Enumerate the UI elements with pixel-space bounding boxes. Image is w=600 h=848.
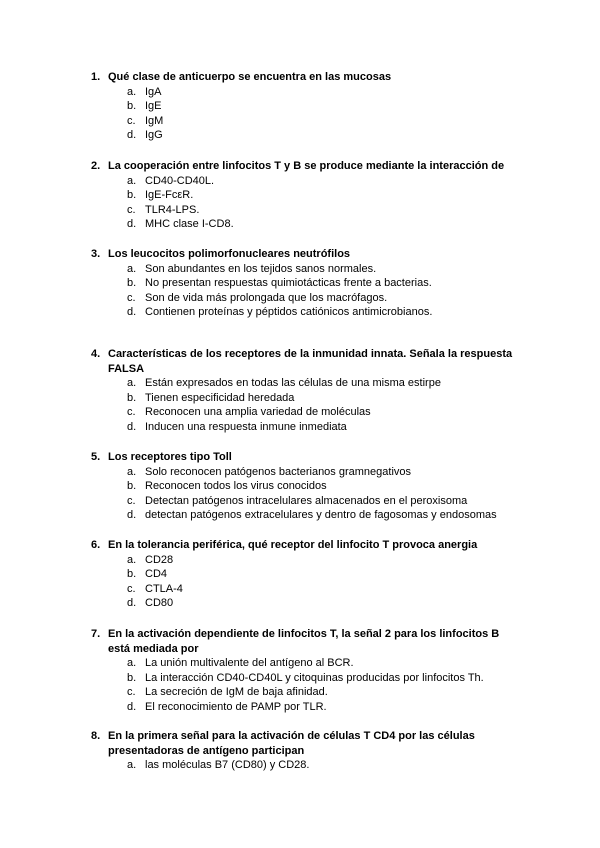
option-b (0, 99, 600, 114)
option-letter: c. (127, 114, 136, 127)
question-number: 3. (91, 248, 101, 260)
question-text: En la tolerancia periférica, qué receptor del linfocito T provoca anergia (108, 539, 478, 551)
option-letter: c. (127, 686, 136, 699)
option-text: Solo reconocen patógenos bacterianos gramnegativos (145, 465, 412, 478)
options-list (0, 656, 600, 714)
question-number: 1. (91, 71, 101, 83)
option-letter: d. (127, 597, 137, 610)
option-c (0, 203, 600, 218)
options-list (0, 85, 600, 143)
option-letter: c. (127, 494, 136, 507)
options-list (0, 758, 600, 773)
question-text: La cooperación entre linfocitos T y B se produce mediante la interacción de (108, 160, 505, 172)
question-6 (0, 538, 600, 611)
question-number: 4. (91, 348, 101, 360)
option-text: IgE-FcεR. (145, 189, 194, 202)
question-5 (0, 450, 600, 523)
option-a (0, 758, 600, 773)
option-c (0, 494, 600, 509)
option-letter: a. (127, 85, 137, 98)
option-b (0, 391, 600, 406)
question-text: Los leucocitos polimorfonucleares neutrófilos (108, 248, 351, 260)
option-text: La interacción CD40-CD40L y citoquinas producidas por linfocitos Th. (145, 671, 484, 684)
option-letter: a. (127, 377, 137, 390)
option-letter: c. (127, 291, 136, 304)
option-text: IgM (145, 114, 164, 127)
option-letter: c. (127, 582, 136, 595)
option-letter: c. (127, 203, 136, 216)
option-text: Reconocen una amplia variedad de moléculas (145, 406, 371, 419)
option-letter: d. (127, 420, 137, 433)
option-text: Detectan patógenos intracelulares almacenados en el peroxisoma (145, 494, 468, 507)
question-number: 5. (91, 451, 101, 463)
option-text: CD4 (145, 568, 168, 581)
question-text: Qué clase de anticuerpo se encuentra en las mucosas (108, 71, 392, 83)
option-text: CD80 (145, 597, 174, 610)
question-text: En la activación dependiente de linfocitos T, la señal 2 para los linfocitos B está mediada por (108, 628, 500, 655)
option-letter: a. (127, 657, 137, 670)
option-d (0, 700, 600, 715)
option-d (0, 128, 600, 143)
options-list (0, 376, 600, 434)
option-b (0, 188, 600, 203)
option-a (0, 465, 600, 480)
option-c (0, 291, 600, 306)
option-text: IgE (145, 100, 162, 113)
option-text: CD28 (145, 553, 174, 566)
question-number: 8. (91, 730, 101, 742)
options-list (0, 262, 600, 320)
question-text: Características de los receptores de la inmunidad innata. Señala la respuesta FALSA (108, 348, 513, 375)
option-text: Contienen proteínas y péptidos catiónicos antimicrobianos. (145, 306, 433, 319)
option-letter: d. (127, 129, 137, 142)
question-4 (0, 347, 600, 435)
question-7 (0, 627, 600, 715)
option-text: detectan patógenos extracelulares y dentro de fagosomas y endosomas (145, 509, 497, 522)
options-list (0, 174, 600, 232)
option-d (0, 420, 600, 435)
option-text: las moléculas B7 (CD80) y CD28. (145, 759, 310, 772)
option-a (0, 656, 600, 671)
option-text: Están expresados en todas las células de una misma estirpe (145, 377, 441, 390)
option-b (0, 567, 600, 582)
option-d (0, 305, 600, 320)
option-letter: a. (127, 759, 137, 772)
option-d (0, 596, 600, 611)
option-a (0, 85, 600, 100)
option-text: Son de vida más prolongada que los macrófagos. (145, 291, 388, 304)
option-text: IgA (145, 85, 162, 98)
option-letter: d. (127, 306, 137, 319)
option-b (0, 671, 600, 686)
option-letter: a. (127, 262, 137, 275)
option-a (0, 262, 600, 277)
option-letter: d. (127, 700, 137, 713)
option-text: Inducen una respuesta inmune inmediata (145, 420, 347, 433)
option-text: La secreción de IgM de baja afinidad. (145, 686, 328, 699)
options-list (0, 553, 600, 611)
option-text: La unión multivalente del antígeno al BCR. (145, 657, 354, 670)
option-text: El reconocimiento de PAMP por TLR. (145, 700, 327, 713)
option-c (0, 685, 600, 700)
option-text: Reconocen todos los virus conocidos (145, 480, 327, 493)
option-letter: b. (127, 480, 137, 493)
option-d (0, 217, 600, 232)
option-letter: c. (127, 406, 136, 419)
option-text: Son abundantes en los tejidos sanos normales. (145, 262, 377, 275)
option-letter: b. (127, 391, 137, 404)
option-letter: b. (127, 568, 137, 581)
option-a (0, 376, 600, 391)
question-2 (0, 159, 600, 232)
question-8 (0, 729, 600, 773)
options-list (0, 465, 600, 523)
option-letter: a. (127, 174, 137, 187)
option-text: TLR4-LPS. (145, 203, 200, 216)
option-text: Tienen especificidad heredada (145, 391, 295, 404)
option-letter: b. (127, 277, 137, 290)
option-text: CTLA-4 (145, 582, 183, 595)
option-letter: d. (127, 509, 137, 522)
question-number: 7. (91, 628, 101, 640)
option-a (0, 174, 600, 189)
option-letter: b. (127, 100, 137, 113)
option-letter: d. (127, 218, 137, 231)
option-text: IgG (145, 129, 163, 142)
option-letter: a. (127, 553, 137, 566)
option-letter: b. (127, 189, 137, 202)
option-d (0, 508, 600, 523)
question-1 (0, 70, 600, 143)
option-text: CD40-CD40L. (145, 174, 215, 187)
option-c (0, 405, 600, 420)
option-letter: a. (127, 465, 137, 478)
option-text: MHC clase I-CD8. (145, 218, 234, 231)
option-b (0, 479, 600, 494)
question-number: 6. (91, 539, 101, 551)
question-3 (0, 247, 600, 320)
option-c (0, 114, 600, 129)
question-text: Los receptores tipo Toll (108, 451, 232, 463)
option-c (0, 582, 600, 597)
question-number: 2. (91, 160, 101, 172)
option-text: No presentan respuestas quimiotácticas frente a bacterias. (145, 277, 432, 290)
option-a (0, 553, 600, 568)
option-b (0, 276, 600, 291)
question-text: En la primera señal para la activación de células T CD4 por las células presentadoras de antígeno participan (108, 730, 475, 757)
option-letter: b. (127, 671, 137, 684)
